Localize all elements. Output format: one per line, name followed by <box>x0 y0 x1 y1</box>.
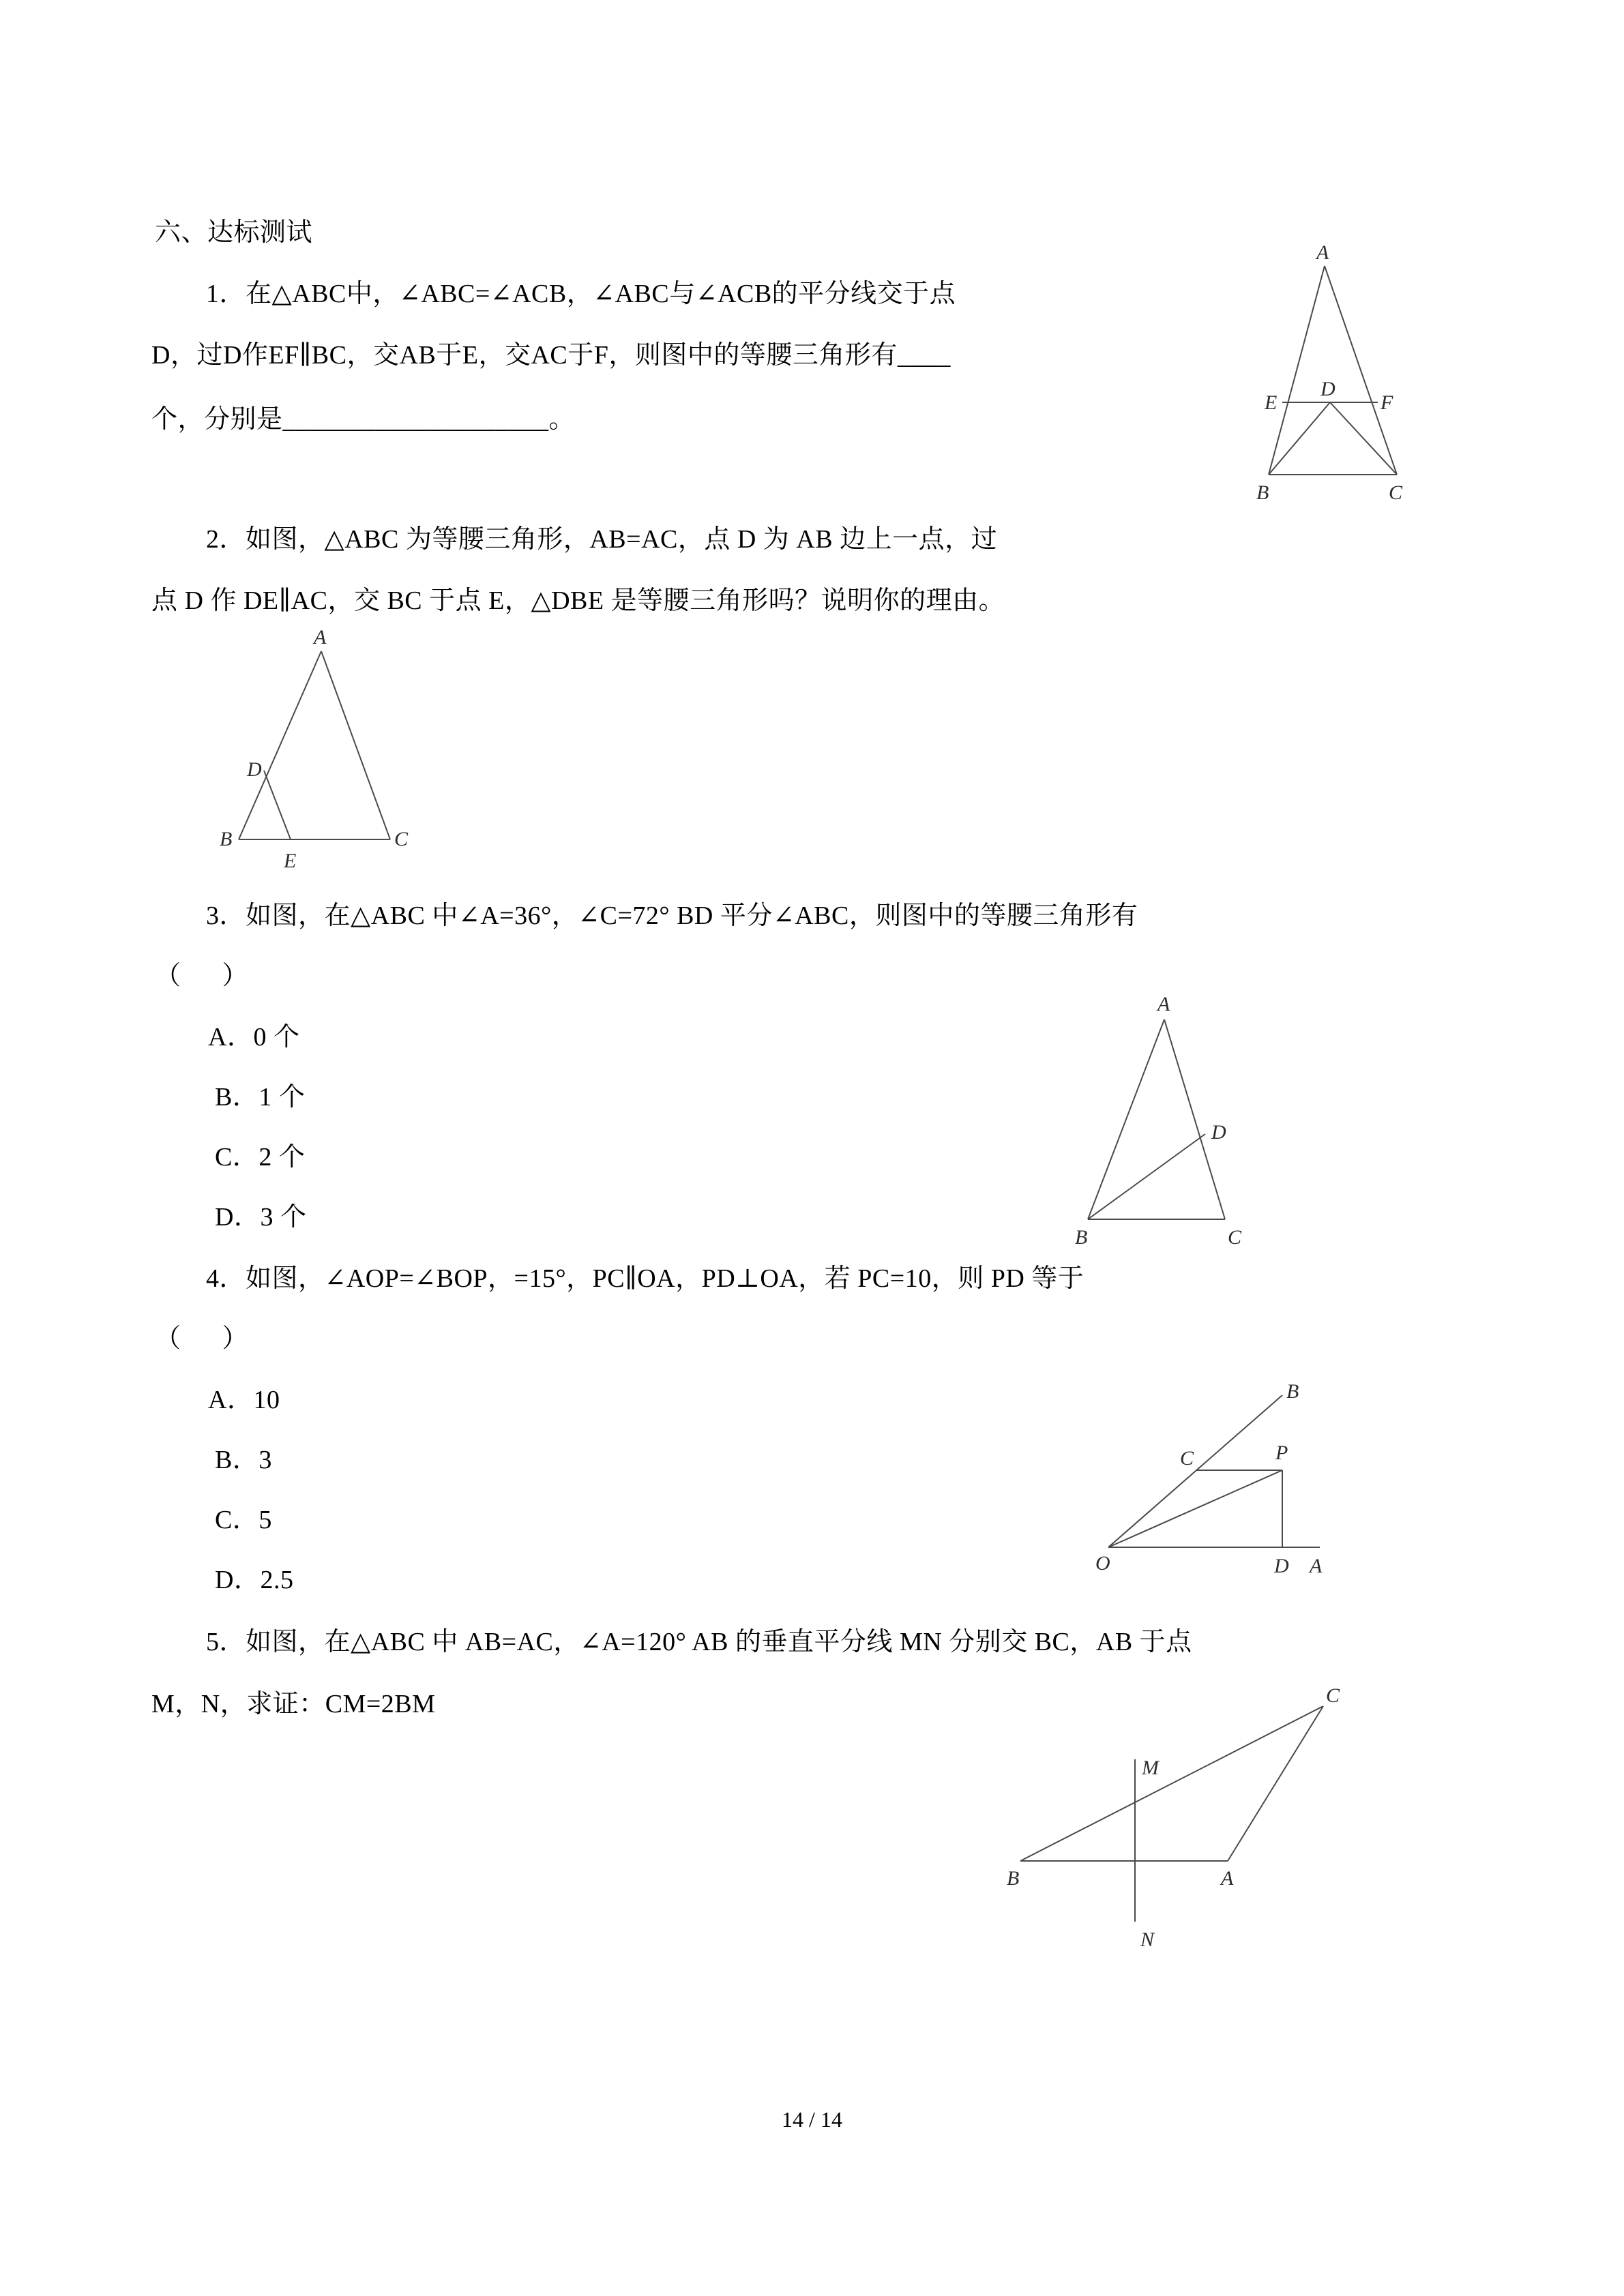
question-5-line-2: M，N，求证：CM=2BM <box>151 1690 436 1718</box>
question-4-option-d: D．2.5 <box>215 1566 294 1594</box>
fig4-label-p: P <box>1275 1442 1288 1464</box>
question-1-line-2: D，过D作EF∥BC，交AB于E，交AC于F，则图中的等腰三角形有____ <box>151 341 951 370</box>
fig2-label-a: A <box>314 626 327 648</box>
question-4-option-a: A．10 <box>208 1386 280 1414</box>
fig4-ray-ob <box>1108 1395 1282 1547</box>
fig4-label-c: C <box>1180 1447 1194 1470</box>
fig2-label-d: D <box>247 758 262 781</box>
question-1-line-3: 个，分别是____________________。 <box>151 405 576 434</box>
fig2-segment-de <box>264 771 291 839</box>
figure-q2-triangle-de <box>218 627 423 880</box>
fig5-side-ac <box>1228 1706 1323 1861</box>
page-number: 14 / 14 <box>782 2107 842 2132</box>
fig4-ray-op <box>1108 1470 1282 1547</box>
figure-q1-isosceles-triangle <box>1248 241 1439 518</box>
question-2-line-1: 2．如图，△ABC 为等腰三角形，AB=AC，点 D 为 AB 边上一点，过 <box>206 525 998 554</box>
question-4-answer-bracket: （ ） <box>155 1324 249 1353</box>
fig2-label-b: B <box>220 828 233 850</box>
question-1-line-1: 1．在△ABC中，∠ABC=∠ACB，∠ABC与∠ACB的平分线交于点 <box>206 280 956 308</box>
fig2-label-c: C <box>394 828 409 850</box>
fig1-side-ab <box>1269 266 1325 475</box>
fig1-side-ac <box>1325 266 1397 475</box>
fig3-bisector-bd <box>1088 1134 1205 1219</box>
fig5-label-b: B <box>1007 1867 1020 1890</box>
fig3-label-d: D <box>1211 1121 1226 1144</box>
fig1-label-d: D <box>1320 378 1335 400</box>
fig4-label-a: A <box>1310 1555 1323 1577</box>
question-2-line-2: 点 D 作 DE∥AC，交 BC 于点 E，△DBE 是等腰三角形吗？说明你的理由。 <box>151 586 1005 615</box>
fig5-label-n: N <box>1140 1928 1155 1951</box>
question-3-option-c: C．2 个 <box>215 1143 306 1172</box>
figure-q5-perpendicular-bisector <box>975 1671 1371 1964</box>
fig3-label-b: B <box>1075 1226 1088 1249</box>
figure-q3-triangle-bd <box>1057 982 1282 1255</box>
fig1-label-b: B <box>1256 481 1269 504</box>
fig2-side-ac <box>321 651 390 839</box>
section-title: 六、达标测试 <box>155 218 313 247</box>
fig3-label-c: C <box>1228 1226 1242 1249</box>
question-3-option-a: A．0 个 <box>208 1023 300 1052</box>
fig3-side-ac <box>1164 1019 1225 1219</box>
fig1-label-f: F <box>1381 391 1393 414</box>
question-5-line-1: 5．如图，在△ABC 中 AB=AC，∠A=120° AB 的垂直平分线 MN 分别交 BC，AB 于点 <box>206 1628 1192 1656</box>
fig5-side-bc <box>1020 1706 1323 1861</box>
question-3-option-d: D．3 个 <box>215 1203 307 1232</box>
question-4-option-c: C．5 <box>215 1506 272 1534</box>
fig5-label-a: A <box>1221 1867 1234 1890</box>
fig3-label-a: A <box>1157 993 1170 1015</box>
figure-q4-angle-rays <box>1084 1371 1364 1582</box>
fig3-side-ab <box>1088 1019 1164 1219</box>
question-3-option-b: B．1 个 <box>215 1083 306 1112</box>
question-4-line-1: 4．如图，∠AOP=∠BOP，=15°，PC∥OA，PD⊥OA，若 PC=10，则 PD 等于 <box>206 1264 1084 1293</box>
fig4-label-d: D <box>1274 1555 1289 1577</box>
fig5-label-m: M <box>1142 1757 1159 1779</box>
question-3-answer-bracket: （ ） <box>155 961 249 990</box>
fig1-label-c: C <box>1389 481 1403 504</box>
fig2-label-e: E <box>284 850 297 872</box>
fig5-label-c: C <box>1326 1684 1340 1707</box>
fig4-label-b: B <box>1286 1380 1299 1403</box>
fig1-label-a: A <box>1316 241 1329 264</box>
question-3-line-1: 3．如图，在△ABC 中∠A=36°，∠C=72° BD 平分∠ABC，则图中的等腰三角形有 <box>206 901 1138 930</box>
fig1-label-e: E <box>1265 391 1278 414</box>
fig4-label-o: O <box>1095 1552 1110 1575</box>
question-4-option-b: B．3 <box>215 1446 272 1474</box>
